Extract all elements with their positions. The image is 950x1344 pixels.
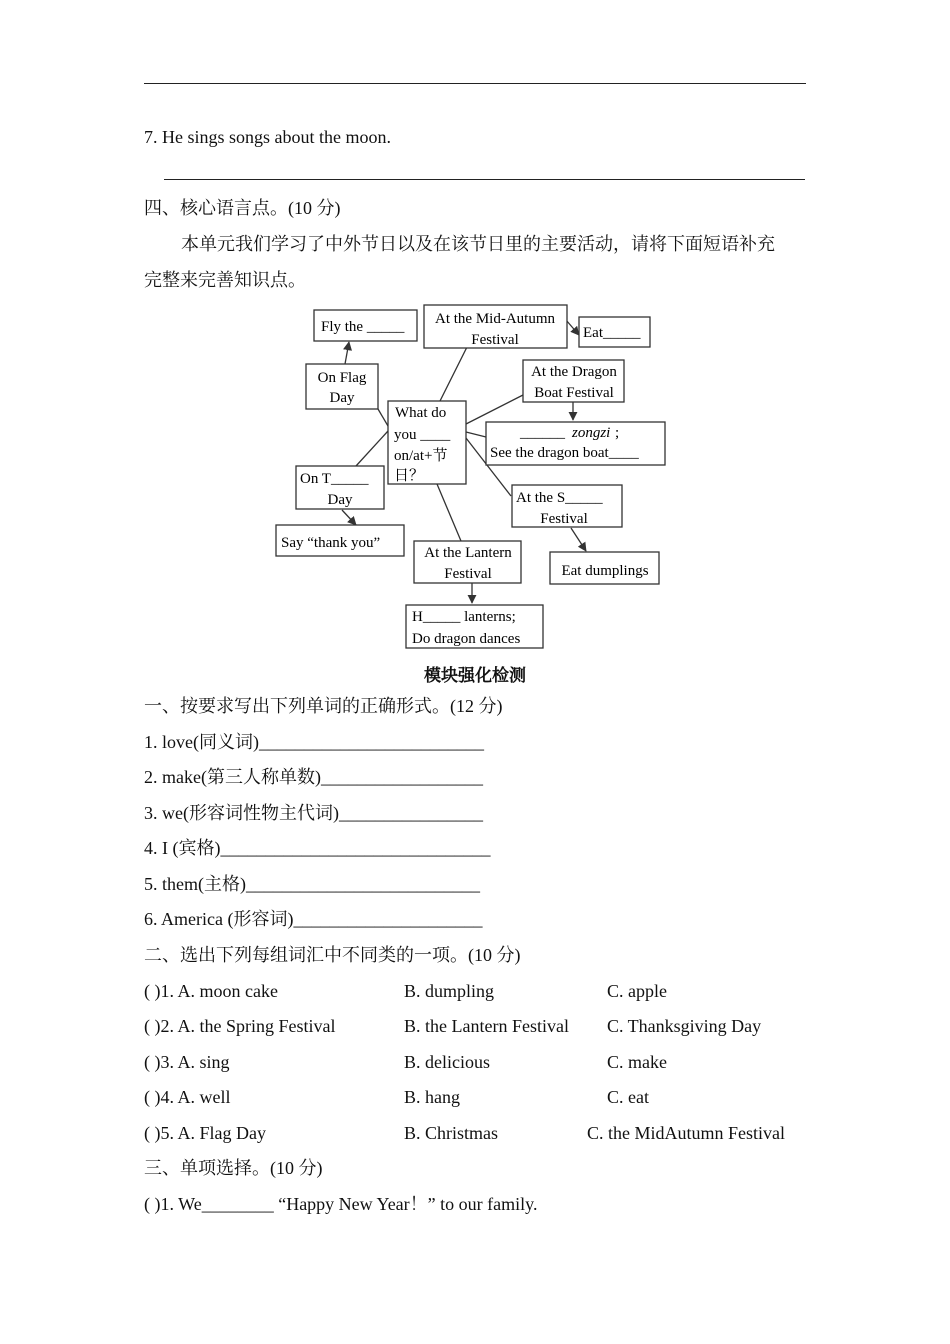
part-1-item-6: 6. America (形容词)_____________________ [144,909,483,929]
dragon-boat-line-1: At the Dragon [531,364,617,380]
part-2-q2-a: ( )2. A. the Spring Festival [144,1016,336,1036]
t-day-line-2: Day [327,492,353,508]
dragon-dances-text: Do dragon dances [412,631,521,647]
center-line-3: on/at+节 [394,448,448,464]
festival-mind-map [0,0,950,660]
t-day-line-1: On T_____ [300,471,369,487]
thank-you-text: Say “thank you” [281,535,381,551]
part-2-q3-b: B. delicious [404,1052,490,1072]
zongzi-blank: ______ [520,425,565,441]
part-2-q5-c: C. the MidAutumn Festival [587,1123,785,1143]
part-1-item-4: 4. I (宾格)______________________________ [144,838,491,858]
eat-text: Eat_____ [583,325,641,341]
part-2-q4-b: B. hang [404,1087,460,1107]
s-festival-line-2: Festival [540,511,588,527]
mid-autumn-line-2: Festival [471,332,519,348]
part-1-item-3: 3. we(形容词性物主代词)________________ [144,803,483,823]
part-2-q3-a: ( )3. A. sing [144,1052,230,1072]
part-2-q5-a: ( )5. A. Flag Day [144,1123,266,1143]
lantern-line-1: At the Lantern [424,545,512,561]
section-4-intro-1: 本单元我们学习了中外节日以及在该节日里的主要活动，请将下面短语补充 [181,234,775,254]
module-title: 模块强化检测 [424,666,526,686]
zongzi-word: zongzi [572,425,611,441]
fly-the-text: Fly the _____ [321,319,405,335]
part-2-q4-a: ( )4. A. well [144,1087,231,1107]
question-7: 7. He sings songs about the moon. [144,127,391,147]
section-4-heading: 四、核心语言点。(10 分) [144,198,341,218]
part-1-heading: 一、按要求写出下列单词的正确形式。(12 分) [144,696,503,716]
part-3-heading: 三、单项选择。(10 分) [144,1158,323,1178]
center-line-1: What do [395,405,447,421]
part-2-q1-c: C. apple [607,981,667,1001]
s-festival-line-1: At the S_____ [516,490,603,506]
part-1-item-1: 1. love(同义词)_________________________ [144,732,484,752]
part-3-q1: ( )1. We________ “Happy New Year！” to our family. [144,1194,538,1214]
part-2-q2-b: B. the Lantern Festival [404,1016,569,1036]
part-2-heading: 二、选出下列每组词汇中不同类的一项。(10 分) [144,945,521,965]
part-2-q3-c: C. make [607,1052,667,1072]
center-line-4: 日？ [394,468,425,484]
flag-day-line-1: On Flag [317,370,367,386]
mid-autumn-line-1: At the Mid-Autumn [435,311,555,327]
center-line-2: you ____ [394,427,451,443]
dumplings-text: Eat dumplings [561,563,649,579]
dragon-boat-line-2: Boat Festival [534,385,614,401]
lantern-line-2: Festival [444,566,492,582]
section-4-intro-2: 完整来完善知识点。 [144,270,306,290]
zongzi-semicolon: ; [615,425,620,441]
flag-day-line-2: Day [329,390,355,406]
part-2-q1-b: B. dumpling [404,981,495,1001]
dragon-boat-activity: See the dragon boat____ [490,445,639,461]
part-1-item-2: 2. make(第三人称单数)__________________ [144,767,483,787]
part-2-q4-c: C. eat [607,1087,649,1107]
part-1-item-5: 5. them(主格)__________________________ [144,874,480,894]
part-2-q5-b: B. Christmas [404,1123,499,1143]
part-2-q2-c: C. Thanksgiving Day [607,1016,762,1036]
hang-lanterns-text: H_____ lanterns; [412,609,516,625]
part-2-q1-a: ( )1. A. moon cake [144,981,278,1001]
